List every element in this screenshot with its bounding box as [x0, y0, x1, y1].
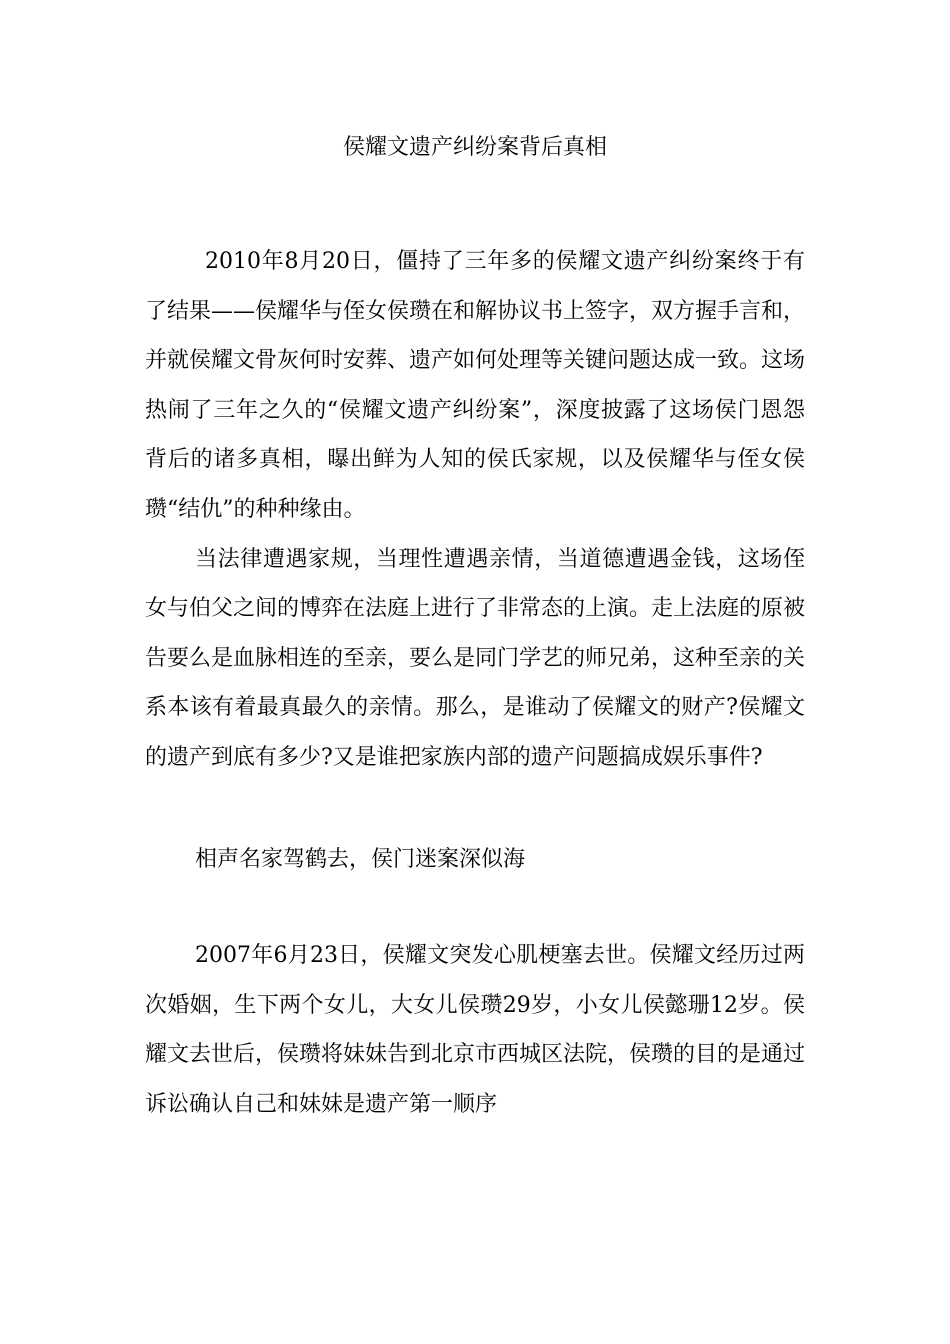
- document-page: [145, 128, 805, 1130]
- paragraph-3: 2007年6月23日，侯耀文突发心肌梗塞去世。侯耀文经历过两次婚姻，生下两个女儿，大女儿侯瓒29岁，小女儿侯懿珊12岁。侯耀文去世后，侯瓒将妹妹告到北京市西城区法院，侯瓒的目的是通过诉讼确认自己和妹妹是遗产第一顺序: [145, 943, 806, 1117]
- document-title: 侯耀文遗产纠纷案背后真相: [342, 135, 607, 160]
- paragraph-2: 当法律遭遇家规，当理性遭遇亲情，当道德遭遇金钱，这场侄女与伯父之间的博弈在法庭上进行了非常态的上演。走上法庭的原被告要么是血脉相连的至亲，要么是同门学艺的师兄弟，这种至亲的关系本该有着最真最久的亲情。那么，是谁动了侯耀文的财产?侯耀文的遗产到底有多少?又是谁把家族内部的遗产问题搞成娱乐事件?: [145, 546, 806, 770]
- spacer: [145, 884, 805, 931]
- spacer: [145, 168, 805, 237]
- section-heading: 相声名家驾鹤去，侯门迷案深似海: [195, 846, 526, 872]
- paragraph-1: 2010年8月20日，僵持了三年多的侯耀文遗产纠纷案终于有了结果——侯耀华与侄女侯瓒在和解协议书上签字，双方握手言和，并就侯耀文骨灰何时安葬、遗产如何处理等关键问题达成一致。这场热闹了三年之久的“侯耀文遗产纠纷案”，深度披露了这场侯门恩怨背后的诸多真相，曝出鲜为人知的侯氏家规，以及侯耀华与侄女侯瓒“结仇”的种种缘由。: [145, 249, 806, 522]
- spacer: [145, 783, 805, 835]
